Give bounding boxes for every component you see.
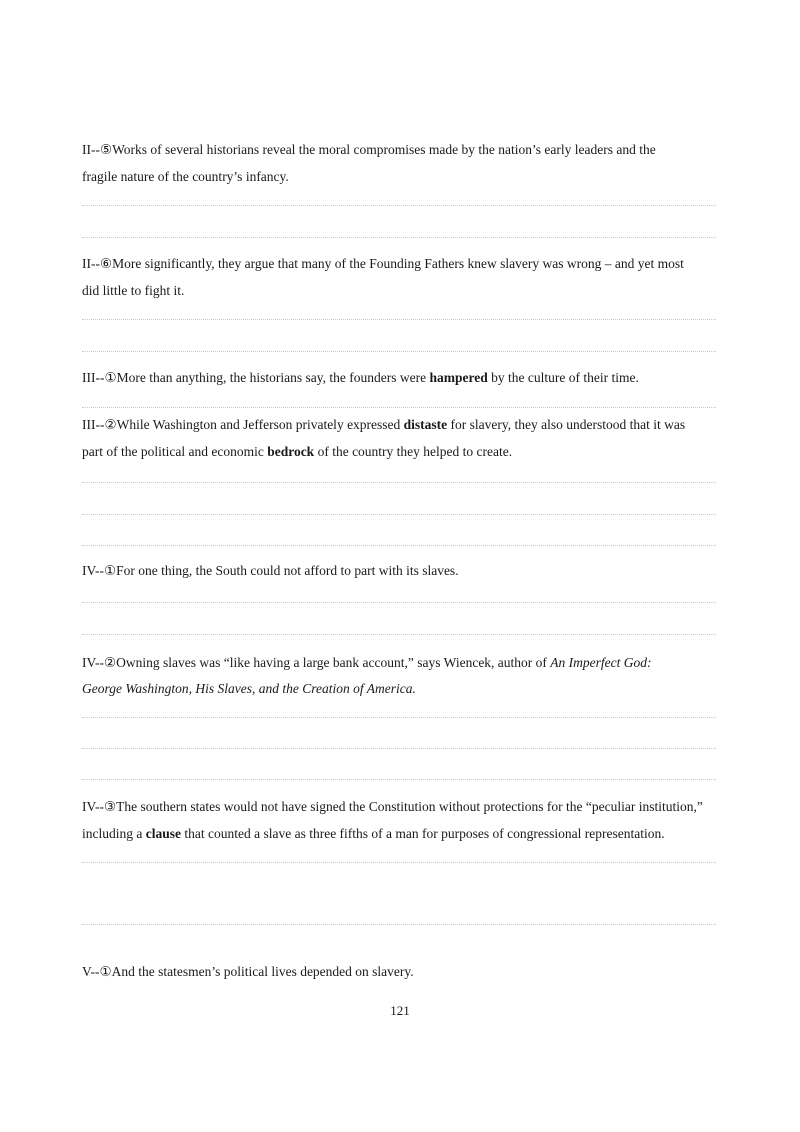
writing-line xyxy=(82,351,716,352)
page-number: 121 xyxy=(390,1003,410,1018)
vocab-word-distaste: distaste xyxy=(403,417,448,432)
writing-line xyxy=(82,545,716,546)
writing-line xyxy=(82,407,716,408)
vocab-word-clause: clause xyxy=(145,826,181,841)
writing-line xyxy=(82,514,716,515)
text-segment: III--①More than anything, the historians say, the founders were xyxy=(82,370,430,385)
book-title: George Washington, His Slaves, and the Creation of America. xyxy=(82,681,416,696)
writing-line xyxy=(82,779,716,780)
book-title: An Imperfect God: xyxy=(550,655,652,670)
paragraph-III-2-line-1 xyxy=(82,416,722,434)
paragraph-II-5-line-2: fragile nature of the country’s infancy. xyxy=(82,169,289,184)
writing-line xyxy=(82,602,716,603)
writing-line xyxy=(82,748,716,749)
text-segment: of the country they helped to create. xyxy=(314,444,513,459)
text-segment: IV--②Owning slaves was “like having a large bank account,” says Wiencek, author of xyxy=(82,655,551,670)
text-segment: part of the political and economic xyxy=(82,444,268,459)
writing-line xyxy=(82,205,716,206)
paragraph-III-1 xyxy=(82,369,722,387)
paragraph-II-5-line-1: II--⑤Works of several historians reveal the moral compromises made by the nation’s early leaders and the xyxy=(82,142,656,157)
vocab-word-bedrock: bedrock xyxy=(267,444,315,459)
text-segment: that counted a slave as three fifths of a man for purposes of congressional representation. xyxy=(181,826,665,841)
writing-line xyxy=(82,634,716,635)
paragraph-IV-3-line-2 xyxy=(82,825,722,843)
writing-line xyxy=(82,319,716,320)
vocab-word-hampered: hampered xyxy=(429,370,488,385)
paragraph-IV-3-line-1: IV--③The southern states would not have signed the Constitution without protections for the “peculiar institution,” xyxy=(82,799,703,814)
writing-line xyxy=(82,482,716,483)
paragraph-IV-2-line-2 xyxy=(82,680,722,698)
writing-line xyxy=(82,717,716,718)
writing-line xyxy=(82,237,716,238)
paragraph-V-1: V--①And the statesmen’s political lives depended on slavery. xyxy=(82,964,414,979)
text-segment: for slavery, they also understood that it was xyxy=(447,417,686,432)
text-segment: including a xyxy=(82,826,146,841)
paragraph-III-2-line-2 xyxy=(82,443,722,461)
text-segment: III--②While Washington and Jefferson privately expressed xyxy=(82,417,404,432)
paragraph-II-6-line-2: did little to fight it. xyxy=(82,283,185,298)
writing-line xyxy=(82,862,716,863)
paragraph-IV-2-line-1 xyxy=(82,654,722,672)
paragraph-IV-1: IV--①For one thing, the South could not afford to part with its slaves. xyxy=(82,563,459,578)
text-segment: by the culture of their time. xyxy=(487,370,639,385)
paragraph-II-6-line-1: II--⑥More significantly, they argue that many of the Founding Fathers knew slavery was wrong – and yet most xyxy=(82,256,684,271)
writing-line xyxy=(82,924,716,925)
